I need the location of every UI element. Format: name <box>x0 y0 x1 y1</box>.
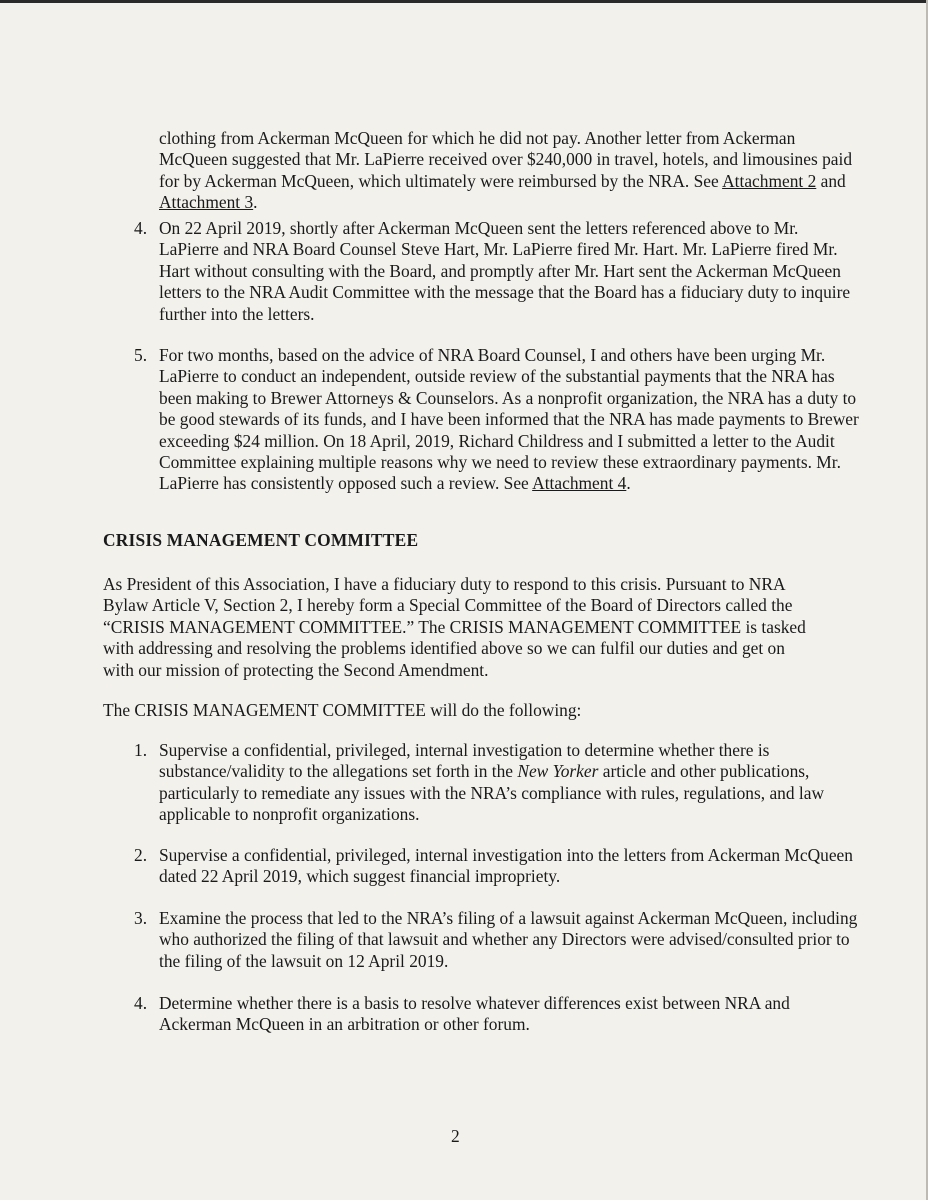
list-item-text: Supervise a confidential, privileged, internal investigation into the letters from Ackerman McQueen dated 22 April 2019, which suggest financial impropriety. <box>159 845 853 887</box>
list-item-text: Determine whether there is a basis to resolve whatever differences exist between NRA and Ackerman McQueen in an arbitration or other forum. <box>159 993 790 1035</box>
lead-in-paragraph: The CRISIS MANAGEMENT COMMITTEE will do the following: <box>103 700 582 720</box>
list-item <box>134 845 859 888</box>
list-item-number: 4. <box>134 218 148 238</box>
attachment-2-link[interactable]: Attachment 2 <box>722 170 817 191</box>
list-item-number: 2. <box>134 845 148 865</box>
attachment-4-link[interactable]: Attachment 4 <box>532 473 627 494</box>
list-item-text: On 22 April 2019, shortly after Ackerman McQueen sent the letters referenced above to Mr. LaPierre and NRA Board Counsel Steve Hart, Mr. LaPierre fired Mr. Hart. Mr. LaPierre fired Mr. Hart without consulting with the Board, and promptly after Mr. Hart sent the Ackerman McQueen letters to the NRA Audit Committee with the message that the Board has a fiduciary duty to inquire further into the letters. <box>159 218 851 324</box>
list-item-text: Examine the process that led to the NRA’s filing of a lawsuit against Ackerman McQueen, including who authorized the filing of that lawsuit and whether any Directors were advised/consulted prior to the filing of the lawsuit on 12 April 2019. <box>159 908 858 971</box>
intro-paragraph: As President of this Association, I have a fiduciary duty to respond to this crisis. Pursuant to NRA Bylaw Article V, Section 2, I hereby form a Special Committee of the Board of Directors called the “CRISIS MANAGEMENT COMMITTEE.” The CRISIS MANAGEMENT COMMITTEE is tasked with addressing and resolving the problems identified above so we can fulfil our duties and get on with our mission of protecting the Second Amendment. <box>103 574 806 680</box>
list-item-number: 1. <box>134 740 148 760</box>
list-item-number: 4. <box>134 993 148 1013</box>
page-number: 2 <box>451 1126 460 1146</box>
continuation-text: clothing from Ackerman McQueen for which he did not pay. Another letter from Ackerman McQueen suggested that Mr. LaPierre received over $240,000 in travel, hotels, and limousines paid for by Ackerman McQueen, which ultimately were reimbursed by the NRA. See <box>159 128 853 191</box>
list-item <box>134 345 859 495</box>
list-item-text: Supervise a confidential, privileged, internal investigation to determine whether there is substance/validity to the allegations set forth in the New Yorker article and other publications, particularly to remediate any issues with the NRA’s compliance with rules, regulations, and law applicable to nonprofit organizations. <box>159 740 825 825</box>
list-item-number: 3. <box>134 908 148 928</box>
section-heading: CRISIS MANAGEMENT COMMITTEE <box>103 530 419 550</box>
continuation-paragraph: clothing from Ackerman McQueen for which he did not pay. Another letter from Ackerman McQueen suggested that Mr. LaPierre received over $240,000 in travel, hotels, and limousines paid for by Ackerman McQueen, which ultimately were reimbursed by the NRA. See Attachment 2 and Attachment 3. <box>159 128 853 213</box>
attachment-3-link[interactable]: Attachment 3 <box>159 192 254 213</box>
list-item-number: 5. <box>134 345 148 365</box>
list-item <box>134 740 859 826</box>
list-item <box>134 218 859 325</box>
publication-title: New Yorker <box>517 761 599 782</box>
list-item-text: For two months, based on the advice of NRA Board Counsel, I and others have been urging Mr. LaPierre to conduct an independent, outside review of the substantial payments that the NRA has been making to Brewer Attorneys & Counselors. As a nonprofit organization, the NRA has a duty to be good stewards of its funds, and I have been informed that the NRA has made payments to Brewer exceeding $24 million. On 18 April, 2019, Richard Childress and I submitted a letter to the Audit Committee explaining multiple reasons why we need to review these extraordinary payments. Mr. LaPierre has consistently opposed such a review. See Attachment 4. <box>159 345 859 494</box>
list-item <box>134 993 859 1036</box>
list-item <box>134 908 859 972</box>
